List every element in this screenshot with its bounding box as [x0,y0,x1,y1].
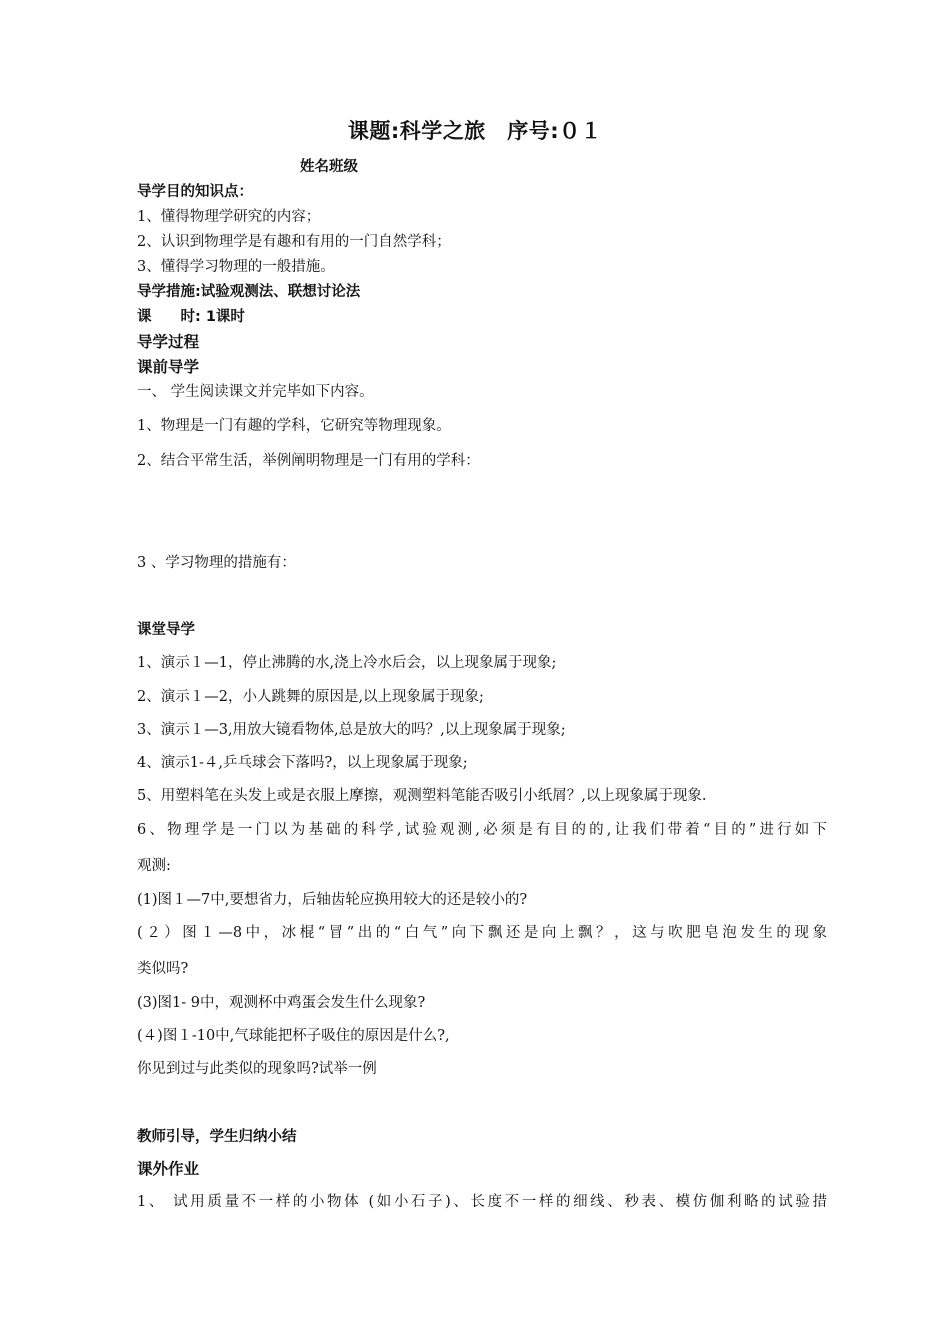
objective-item: 3、懂得学习物理的一般措施。 [137,259,335,275]
in-class-heading: 课堂导学 [137,622,195,638]
homework-heading: 课外作业 [137,1160,200,1178]
in-class-item: 观测: [137,858,171,874]
in-class-item: 1、演示１—1，停止沸腾的水,浇上冷水后会，以上现象属于现象; [137,655,557,671]
in-class-item: (４)图１-10中,气球能把杯子吸住的原因是什么?, [137,1028,450,1044]
pre-class-item: 2、结合平常生活，举例阐明物理是一门有用的学科： [137,453,480,469]
in-class-item: (２）图１—8中，冰棍“冒”出的“白气”向下飘还是向上飘？，这与吹肥皂泡发生的现象 [137,925,827,941]
in-class-item: 5、用塑料笔在头发上或是衣服上摩擦，观测塑料笔能否吸引小纸屑？,以上现象属于现象. [137,788,707,804]
in-class-item: 类似吗? [137,961,189,977]
objectives-heading: 导学目的知识点： [137,184,253,200]
in-class-item: 你见到过与此类似的现象吗?试举一例 [137,1061,377,1077]
process-heading: 导学过程 [137,333,200,351]
in-class-item: 3、演示１—3,用放大镜看物体,总是放大的吗？,以上现象属于现象; [137,722,566,738]
method-line: 导学措施:试验观测法、联想讨论法 [137,284,361,300]
name-class-label: 姓名班级 [300,159,358,175]
homework-item: 1、 试用质量不一样的小物体 (如小石子)、长度不一样的细线、秒表、模仿伽利略的试验措 [137,1194,827,1210]
objective-item: 1、懂得物理学研究的内容； [137,209,321,225]
pre-class-item: 1、物理是一门有趣的学科，它研究等物理现象。 [137,418,451,434]
in-class-item: 2、演示１—2，小人跳舞的原因是,以上现象属于现象; [137,689,484,705]
in-class-item: 6、物理学是一门以为基础的科学,试验观测,必须是有目的的,让我们带着“目的”进行如下 [137,822,827,838]
in-class-item: 4、演示1-４,乒乓球会下落吗?，以上现象属于现象; [137,755,468,771]
in-class-item: (1)图１—7中,要想省力，后轴齿轮应换用较大的还是较小的? [137,892,528,908]
page-title: 课题:科学之旅 序号:０１ [347,119,603,143]
pre-class-heading: 课前导学 [137,358,200,376]
pre-class-intro: 一、 学生阅读课文并完毕如下内容。 [137,384,374,400]
summary-heading: 教师引导，学生归纳小结 [137,1129,297,1145]
in-class-item: (3)图1- 9中，观测杯中鸡蛋会发生什么现象? [137,995,426,1011]
objective-item: 2、认识到物理学是有趣和有用的一门自然学科； [137,234,451,250]
pre-class-item: 3 、学习物理的措施有： [137,555,296,571]
class-hours-line: 课 时: 1课时 [137,309,245,325]
